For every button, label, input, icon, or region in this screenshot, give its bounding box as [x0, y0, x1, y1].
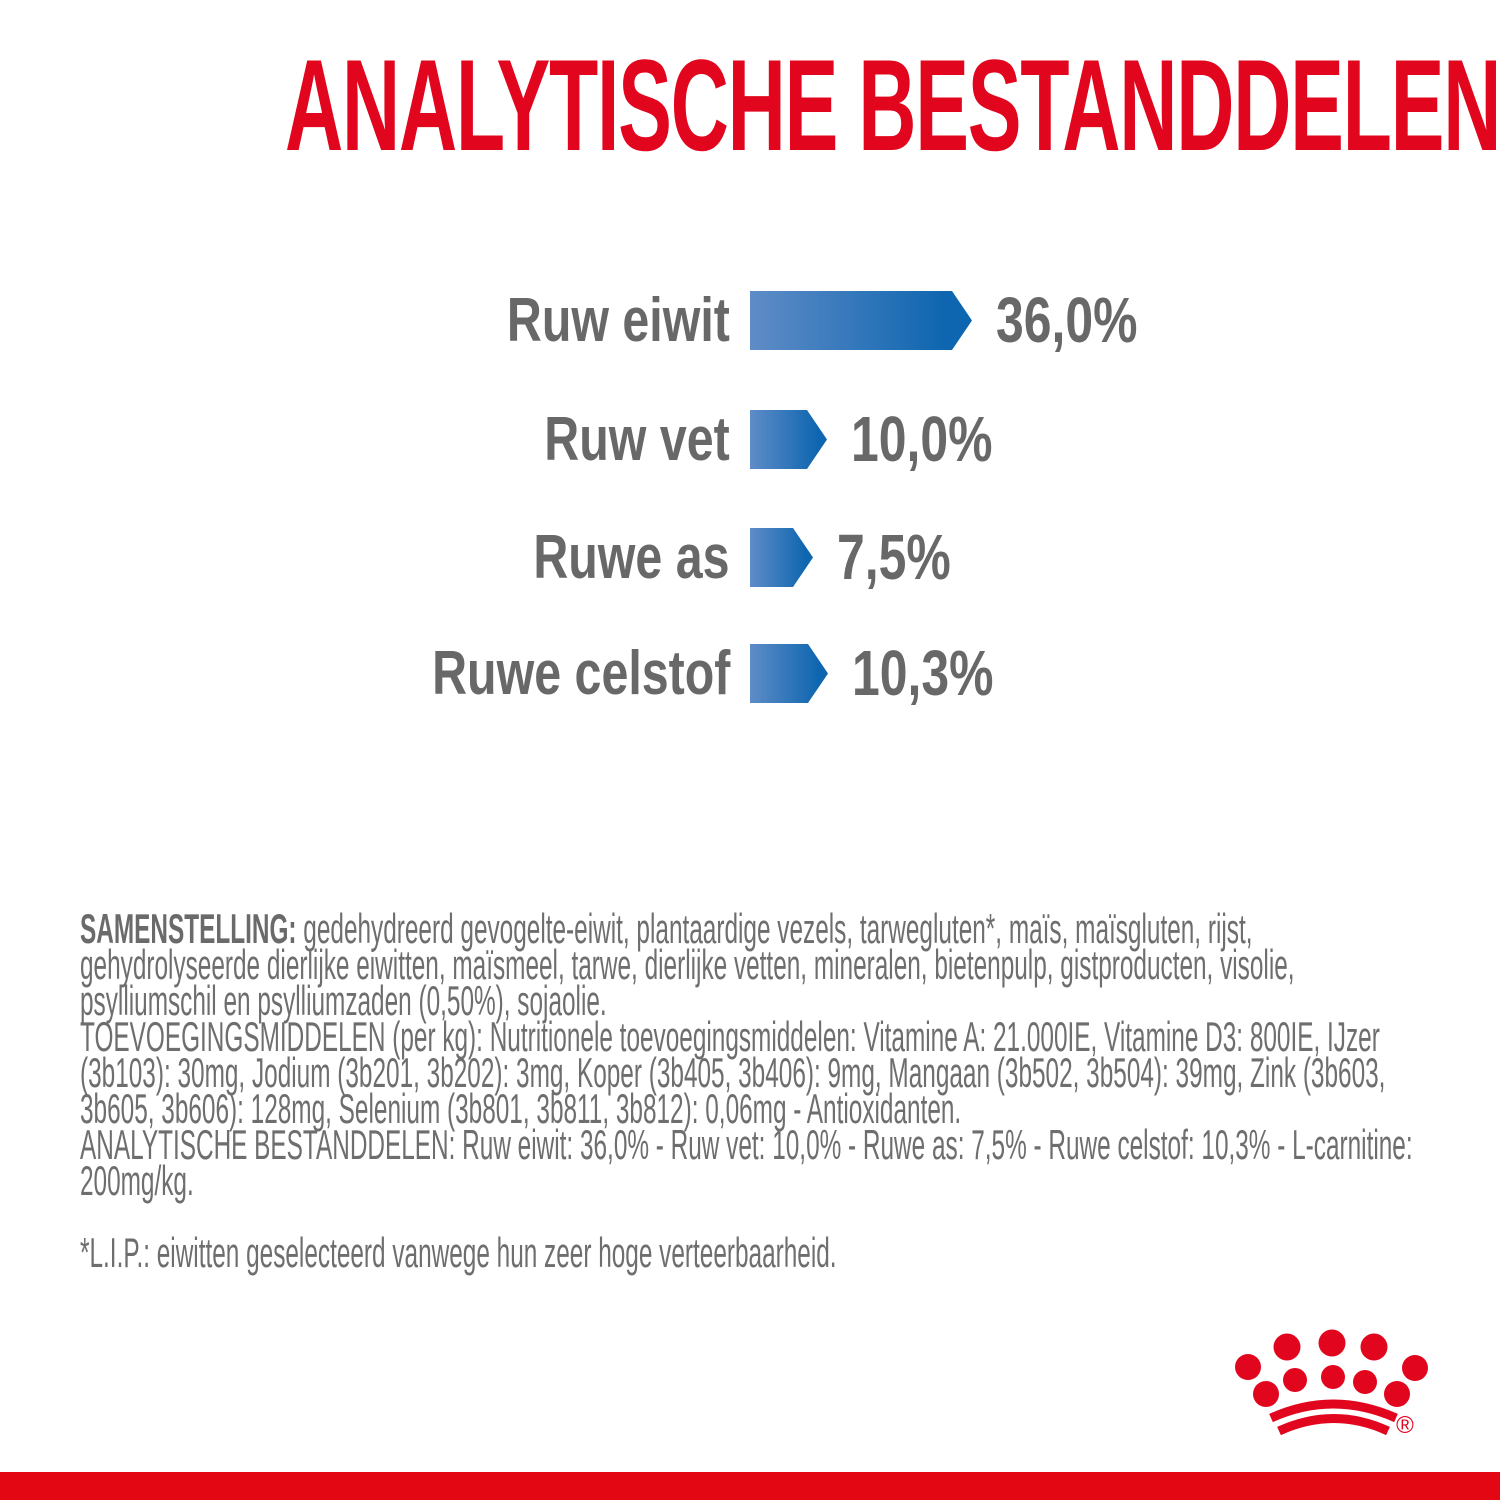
additives-line: 3b605, 3b606): 128mg, Selenium (3b801, 3b811, 3b812): 0,06mg - Antioxidanten. [80, 1085, 962, 1132]
royal-canin-crown-icon [1232, 1328, 1432, 1438]
composition-line: gehydrolyseerde dierlijke eiwitten, maïsmeel, tarwe, dierlijke vetten, mineralen, bietenpulp, gistproducten, visolie, [80, 941, 1295, 988]
chart-category-label: Ruwe as [533, 523, 730, 592]
chart-bar [750, 410, 827, 469]
chart-category-label: Ruw eiwit [506, 286, 730, 355]
chart-row [0, 403, 1500, 475]
analytical-line: ANALYTISCHE BESTANDDELEN: Ruw eiwit: 36,0% - Ruw vet: 10,0% - Ruwe as: 7,5% - Ruwe celstof: 10,3% - L-carnitine: [80, 1121, 1413, 1168]
crown-dots [1235, 1330, 1428, 1408]
chart-category-label: Ruwe celstof [431, 639, 730, 708]
chart-bar [750, 528, 813, 587]
additives-line: TOEVOEGINGSMIDDELEN (per kg): Nutritionele toevoegingsmiddelen: Vitamine A: 21.000IE, Vitamine D3: 800IE, IJzer [80, 1013, 1380, 1060]
chart-row [0, 521, 1500, 593]
additives-line: (3b103): 30mg, Jodium (3b201, 3b202): 3mg, Koper (3b405, 3b406): 9mg, Mangaan (3b502, 3b504): 39mg, Zink (3b603, [80, 1049, 1386, 1096]
chart-value-label: 10,3% [852, 637, 994, 709]
chart-value-label: 10,0% [851, 403, 993, 475]
chart-row [0, 637, 1500, 709]
crown-arcs [1271, 1404, 1396, 1431]
chart-value-label: 36,0% [996, 284, 1138, 356]
composition-lead: SAMENSTELLING: [80, 905, 297, 952]
lip-footnote: *L.I.P.: eiwitten geselecteerd vanwege hun zeer hoge verteerbaarheid. [80, 1229, 837, 1276]
registered-trademark: ® [1396, 1412, 1414, 1438]
chart-bar [750, 291, 972, 350]
chart-value-label: 7,5% [837, 521, 951, 593]
bottom-red-bar [0, 1472, 1500, 1500]
chart-row [0, 284, 1500, 356]
chart-category-label: Ruw vet [544, 405, 730, 474]
composition-text: gedehydreerd gevogelte-eiwit, plantaardige vezels, tarwegluten*, maïs, maïsgluten, rijst, [303, 905, 1253, 952]
analytical-line: 200mg/kg. [80, 1157, 194, 1204]
ingredients-text-block [80, 905, 1431, 1204]
page-title: ANALYTISCHE BESTANDDELEN [285, 32, 1500, 178]
chart-bar [750, 644, 828, 703]
composition-line: psylliumschil en psylliumzaden (0,50%), sojaolie. [80, 977, 607, 1024]
